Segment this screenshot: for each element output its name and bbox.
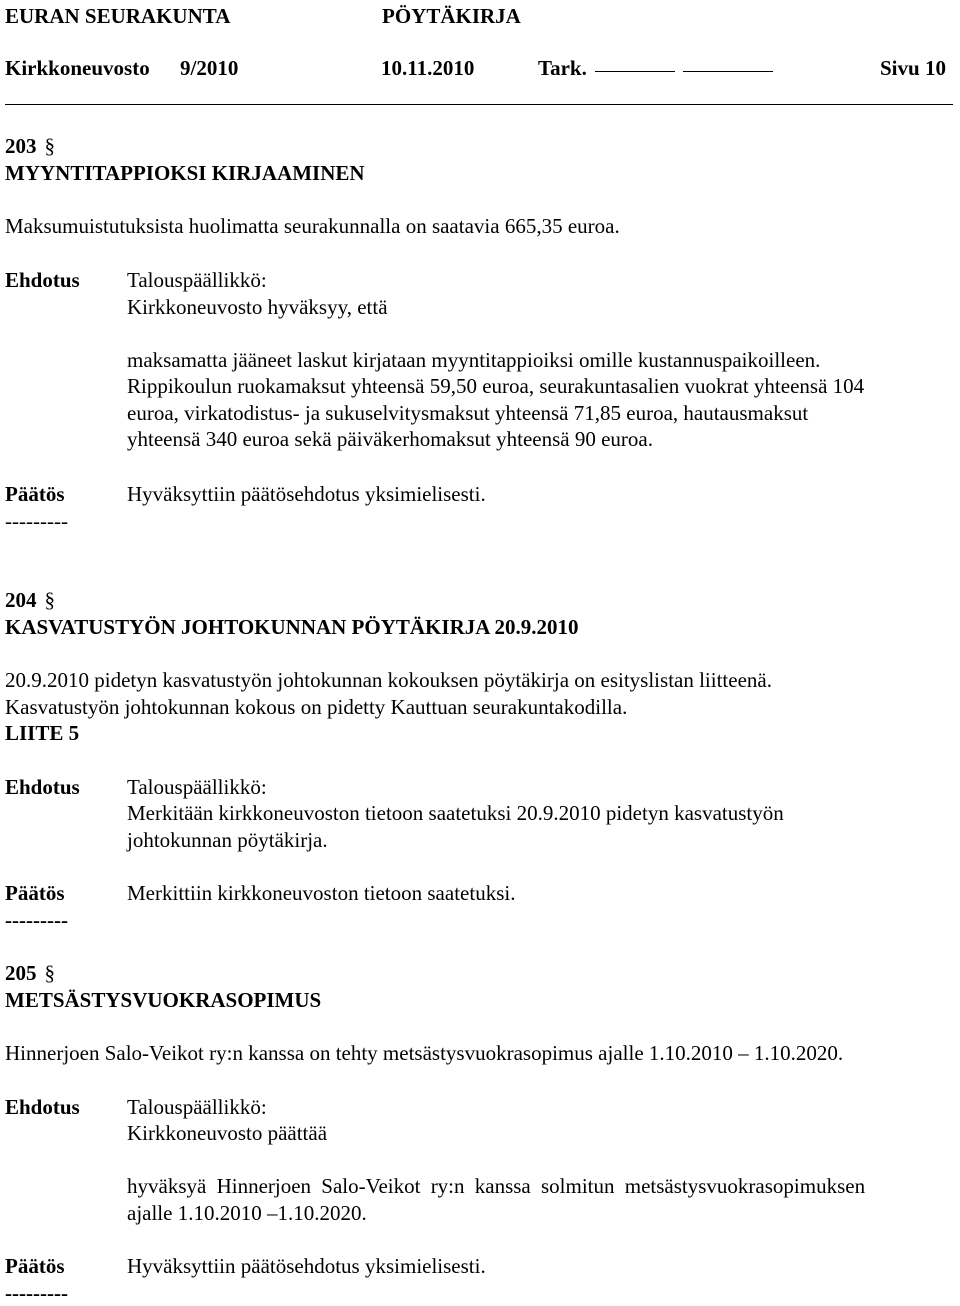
header-rule [5, 104, 953, 105]
section-sign-icon: § [44, 588, 55, 612]
section-203-title: MYYNTITAPPIOKSI KIRJAAMINEN [5, 161, 365, 185]
section-203-intro: Maksumuistutuksista huolimatta seurakunnalla on saatavia 665,35 euroa. [5, 214, 620, 238]
section-203-proposal-line-2: Rippikoulun ruokamaksut yhteensä 59,50 euroa, seurakuntasalien vuokrat yhteensä 104 [127, 374, 865, 398]
meeting-number: 9/2010 [180, 56, 239, 80]
section-204-number [5, 587, 55, 613]
checked-label: Tark. [538, 56, 587, 80]
section-205-number [5, 960, 55, 986]
checked-field [538, 55, 773, 81]
section-205-ehdotus-label: Ehdotus [5, 1095, 80, 1119]
section-205-proposal-line-2: ajalle 1.10.2010 –1.10.2020. [127, 1201, 367, 1225]
section-204-paatos-label: Päätös [5, 881, 65, 905]
section-sign-icon: § [44, 961, 55, 985]
section-205-separator: --------- [5, 1281, 68, 1305]
section-204-proposal-line-1: Merkitään kirkkoneuvoston tietoon saatetuksi 20.9.2010 pidetyn kasvatustyön [127, 801, 784, 825]
section-203-separator: --------- [5, 509, 68, 533]
section-205-proposal-lead: Kirkkoneuvosto päättää [127, 1121, 328, 1145]
section-203-proposal-line-3: euroa, virkatodistus- ja sukuselvitysmaksut yhteensä 71,85 euroa, hautausmaksut [127, 401, 809, 425]
section-204-decision: Merkittiin kirkkoneuvoston tietoon saatetuksi. [127, 881, 516, 905]
section-204-intro-line-1: 20.9.2010 pidetyn kasvatustyön johtokunnan kokouksen pöytäkirja on esityslistan liitteenä. [5, 668, 772, 692]
section-number: 203 [5, 134, 37, 158]
org-name: EURAN SEURAKUNTA [5, 4, 231, 28]
page-number: Sivu 10 [880, 56, 946, 80]
section-205-proposal-line-1 [127, 1173, 957, 1199]
section-204-attachment: LIITE 5 [5, 721, 80, 745]
section-205-intro: Hinnerjoen Salo-Veikot ry:n kanssa on tehty metsästysvuokrasopimus ajalle 1.10.2010 – 1.10.2020. [5, 1041, 844, 1065]
checked-line-2 [683, 69, 773, 72]
section-205-paatos-label: Päätös [5, 1254, 65, 1278]
section-203-proposal-line-4: yhteensä 340 euroa sekä päiväkerhomaksut yhteensä 90 euroa. [127, 427, 653, 451]
section-203-ehdotus-label: Ehdotus [5, 268, 80, 292]
section-205-decision: Hyväksyttiin päätösehdotus yksimielisesti. [127, 1254, 486, 1278]
proposal-text: hyväksyä Hinnerjoen Salo-Veikot ry:n kanssa solmitun metsästysvuokrasopimuksen [127, 1174, 866, 1198]
section-number: 204 [5, 588, 37, 612]
section-sign-icon: § [44, 134, 55, 158]
section-203-proposal-line-1: maksamatta jääneet laskut kirjataan myyntitappioiksi omille kustannuspaikoilleen. [127, 348, 821, 372]
section-204-proposer: Talouspäällikkö: [127, 775, 267, 799]
meeting-date: 10.11.2010 [381, 56, 475, 80]
section-204-intro-line-2: Kasvatustyön johtokunnan kokous on pidetty Kauttuan seurakuntakodilla. [5, 695, 628, 719]
section-203-paatos-label: Päätös [5, 482, 65, 506]
document-type: PÖYTÄKIRJA [382, 4, 521, 28]
section-203-proposal-lead: Kirkkoneuvosto hyväksyy, että [127, 295, 388, 319]
section-203-number [5, 133, 55, 159]
section-204-proposal-line-2: johtokunnan pöytäkirja. [127, 828, 328, 852]
meeting-body: Kirkkoneuvosto [5, 56, 150, 80]
section-203-proposer: Talouspäällikkö: [127, 268, 267, 292]
section-204-separator: --------- [5, 908, 68, 932]
checked-line-1 [595, 69, 675, 72]
section-205-title: METSÄSTYSVUOKRASOPIMUS [5, 988, 322, 1012]
section-204-title: KASVATUSTYÖN JOHTOKUNNAN PÖYTÄKIRJA 20.9.2010 [5, 615, 579, 639]
section-number: 205 [5, 961, 37, 985]
section-205-proposer: Talouspäällikkö: [127, 1095, 267, 1119]
section-203-decision: Hyväksyttiin päätösehdotus yksimielisesti. [127, 482, 486, 506]
section-204-ehdotus-label: Ehdotus [5, 775, 80, 799]
